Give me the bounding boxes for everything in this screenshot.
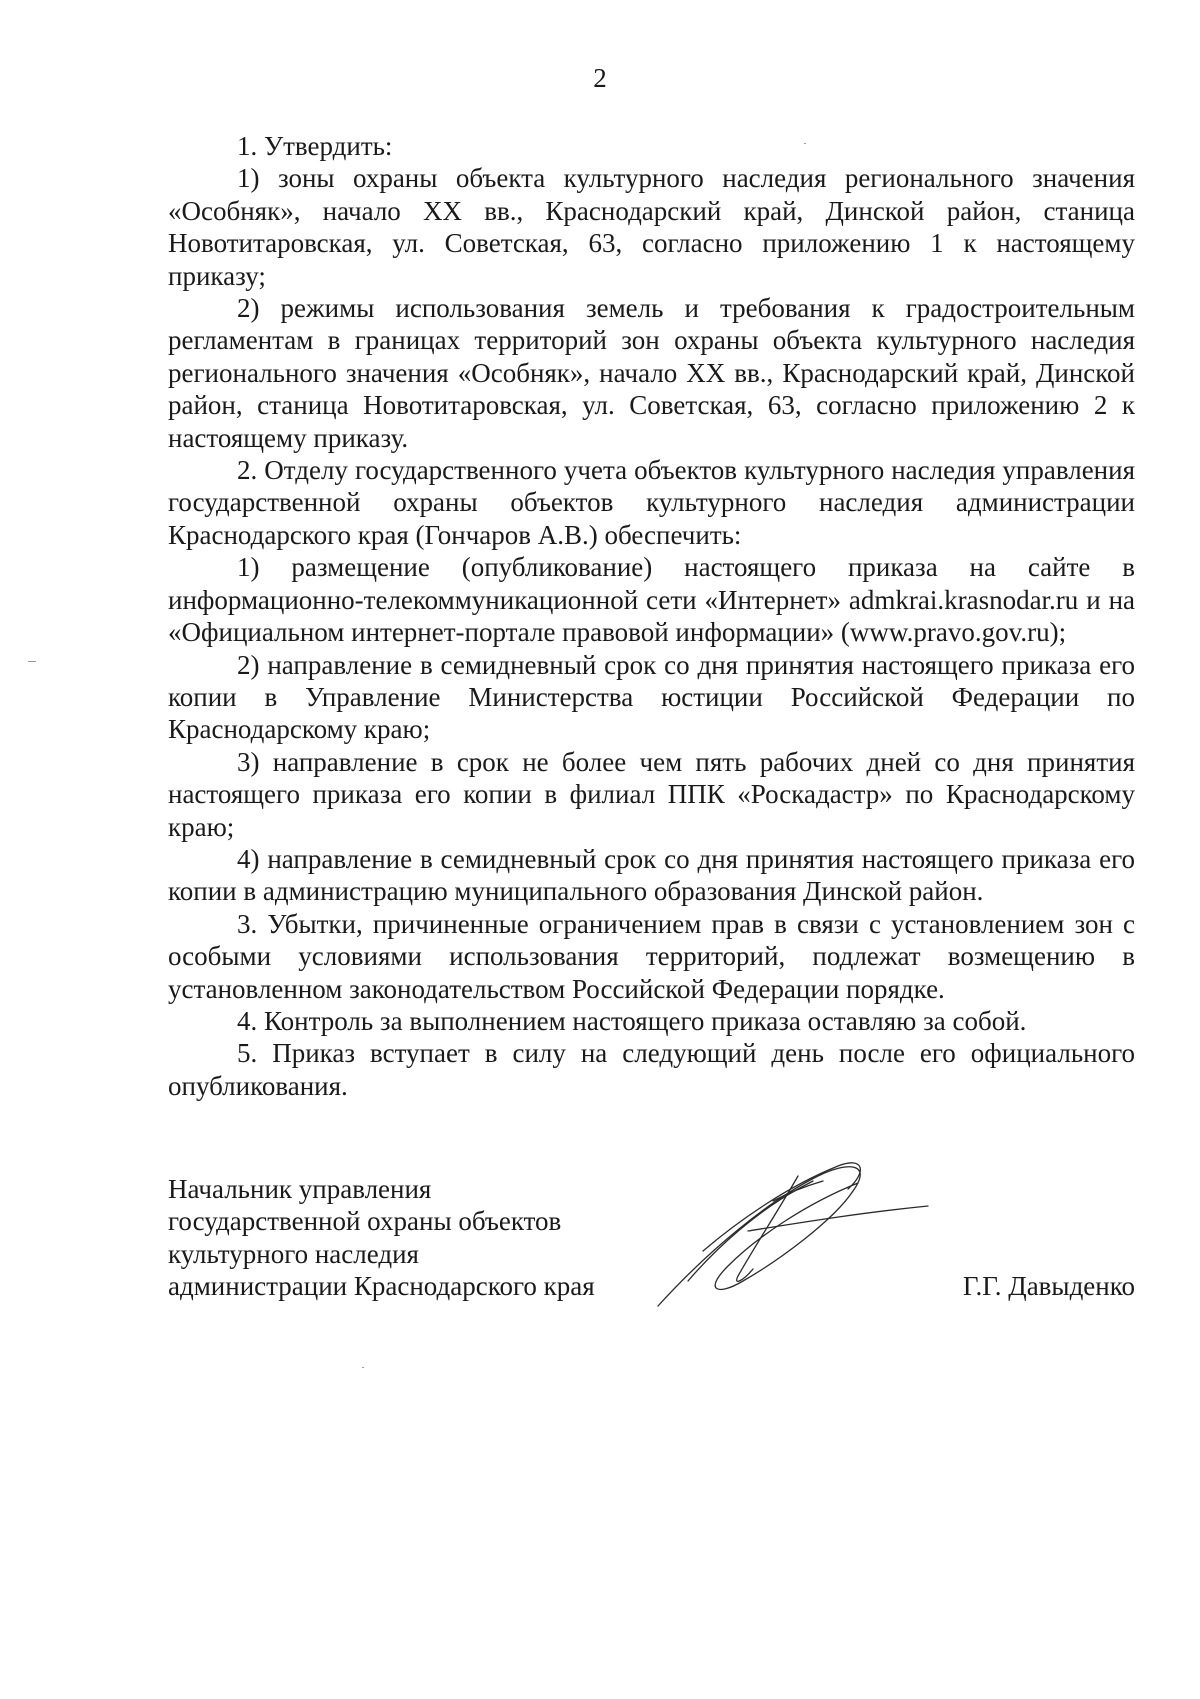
paragraph: 1) размещение (опубликование) настоящего приказа на сайте в информационно-телекоммуникационной сети «Интернет» admkrai.krasnodar.ru и на «Официальном интернет-портале правовой информации» (www.pravo.gov.ru);: [168, 552, 1135, 648]
signatory-title-line: государственной охраны объектов: [168, 1206, 562, 1237]
scan-speck: [362, 1367, 364, 1368]
paragraph: 2) режимы использования земель и требования к градостроительным регламентам в границах территорий зон охраны объекта культурного наследия регионального значения «Особняк», начало XX вв., Краснодарский край, Динской район, станица Новотитаровская, ул. Советская, 63, согласно приложению 2 к настоящему приказу.: [168, 293, 1135, 453]
signatory-title-line: культурного наследия: [168, 1238, 419, 1269]
paragraph: 1. Утвердить:: [237, 131, 393, 161]
paragraph: 1) зоны охраны объекта культурного наследия регионального значения «Особняк», начало XX вв., Краснодарский край, Динской район, станица Новотитаровская, ул. Советская, 63, согласно приложению 1 к настоящему приказу;: [168, 163, 1135, 291]
scan-speck: [28, 661, 36, 662]
signatory-name: Г.Г. Давыденко: [962, 1271, 1135, 1301]
paragraph: 2) направление в семидневный срок со дня принятия настоящего приказа его копии в Управление Министерства юстиции Российской Федерации по Краснодарскому краю;: [168, 649, 1135, 745]
paragraph: 2. Отделу государственного учета объектов культурного наследия управления государственной охраны объектов культурного наследия администрации Краснодарского края (Гончаров А.В.) обеспечить:: [168, 455, 1135, 550]
signatory-title: [168, 1173, 688, 1303]
document-body: [168, 130, 1135, 1102]
signatory-title-line: администрации Краснодарского края: [168, 1271, 595, 1302]
page-number: 2: [593, 63, 607, 93]
paragraph: 3. Убытки, причиненные ограничением прав в связи с установлением зон с особыми условиями использования территорий, подлежат возмещению в установленном законодательством Российской Федерации порядке.: [168, 908, 1135, 1004]
paragraph: 5. Приказ вступает в силу на следующий день после его официального опубликования.: [168, 1038, 1135, 1101]
scan-speck: [804, 143, 806, 144]
signature-block: [168, 1173, 1135, 1333]
paragraph: 4) направление в семидневный срок со дня принятия настоящего приказа его копии в администрацию муниципального образования Динской район.: [168, 843, 1135, 907]
handwritten-signature: [648, 1141, 948, 1311]
paragraph: 4. Контроль за выполнением настоящего приказа оставляю за собой.: [237, 1005, 1027, 1036]
paragraph: 3) направление в срок не более чем пять рабочих дней со дня принятия настоящего приказа его копии в филиал ППК «Роскадастр» по Краснодарскому краю;: [168, 746, 1135, 842]
signatory-title-line: Начальник управления: [168, 1174, 432, 1204]
